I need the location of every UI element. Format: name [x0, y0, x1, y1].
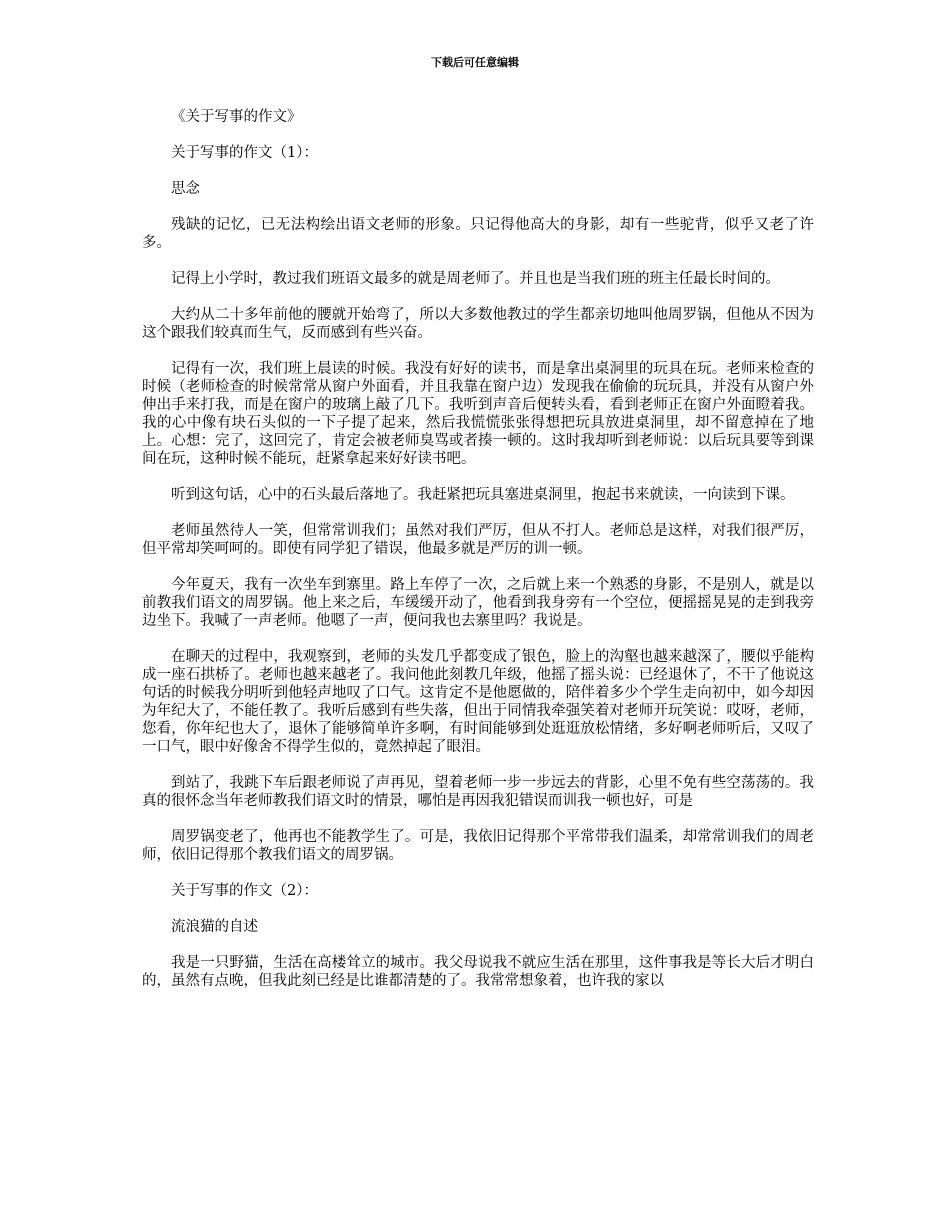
paragraph: 记得上小学时，教过我们班语文最多的就是周老师了。并且也是当我们班的班主任最长时间的。	[171, 271, 780, 287]
paragraph: 周罗锅变老了，他再也不能教学生了。可是，我依旧记得那个平常带我们温柔，却常常训我们的周老师，依旧记得那个教我们语文的周罗锅。	[142, 829, 814, 863]
paragraph: 残缺的记忆，已无法构绘出语文老师的形象。只记得他高大的身影，却有一些驼背，似乎又老了许多。	[142, 217, 814, 251]
essay-title-1: 思念	[171, 181, 200, 197]
section-heading-2: 关于写事的作文（2）：	[171, 883, 318, 899]
paragraph: 大约从二十多年前他的腰就开始弯了，所以大多数他教过的学生都亲切地叫他周罗锅，但他从不因为这个跟我们较真而生气，反而感到有些兴奋。	[142, 307, 814, 341]
paragraph: 老师虽然待人一笑，但常常训我们；虽然对我们严厉，但从不打人。老师总是这样，对我们很严厉，但平常却笑呵呵的。即使有同学犯了错误，他最多就是严厉的训一顿。	[142, 523, 814, 557]
doc-title: 《关于写事的作文》	[171, 109, 302, 125]
essay-title-2: 流浪猫的自述	[171, 919, 258, 935]
paragraph: 今年夏天，我有一次坐车到寨里。路上车停了一次，之后就上来一个熟悉的身影，不是别人，就是以前教我们语文的周罗锅。他上来之后，车缓缓开动了，他看到我身旁有一个空位，便摇摇晃晃的走到我旁边坐下。我喊了一声老师。他嗯了一声，便问我也去寨里吗？我说是。	[142, 577, 814, 629]
header-note: 下载后可任意编辑	[431, 56, 519, 69]
paragraph: 我是一只野猫，生活在高楼耸立的城市。我父母说我不就应生活在那里，这件事我是等长大后才明白的，虽然有点晚，但我此刻已经是比谁都清楚的了。我常常想象着，也许我的家以	[142, 955, 814, 989]
paragraph: 记得有一次，我们班上晨读的时候。我没有好好的读书，而是拿出桌洞里的玩具在玩。老师来检查的时候（老师检查的时候常常从窗户外面看，并且我靠在窗户边）发现我在偷偷的玩玩具，并没有从窗户外伸出手来打我，而是在窗户的玻璃上敲了几下。我听到声音后便转头看，看到老师正在窗户外面瞪着我。我的心中像有块石头似的一下子提了起来，然后我慌慌张张得想把玩具放进桌洞里，却不留意掉在了地上。心想：完了，这回完了，肯定会被老师臭骂或者揍一顿的。这时我却听到老师说：以后玩具要等到课间在玩，这种时候不能玩，赶紧拿起来好好读书吧。	[142, 361, 814, 467]
paragraph: 到站了，我跳下车后跟老师说了声再见，望着老师一步一步远去的背影，心里不免有些空荡荡的。我真的很怀念当年老师教我们语文时的情景，哪怕是再因我犯错误而训我一顿也好，可是	[142, 775, 814, 809]
section-heading-1: 关于写事的作文（1）：	[171, 145, 318, 161]
document-body	[142, 108, 814, 1008]
paragraph: 听到这句话，心中的石头最后落地了。我赶紧把玩具塞进桌洞里，抱起书来就读，一向读到下课。	[171, 487, 795, 503]
paragraph: 在聊天的过程中，我观察到，老师的头发几乎都变成了银色，脸上的沟壑也越来越深了，腰似乎能构成一座石拱桥了。老师也越来越老了。我问他此刻教几年级，他摇了摇头说：已经退休了，不干了他说这句话的时候我分明听到他轻声地叹了口气。这肯定不是他愿做的，陪伴着多少个学生走向初中，如今却因为年纪大了，不能任教了。我听后感到有些失落，但出于同情我牵强笑着对老师开玩笑说：哎呀，老师，您看，你年纪也大了，退休了能够简单许多啊，有时间能够到处逛逛放松情绪，多好啊老师听后，又叹了一口气，眼中好像舍不得学生似的，竟然掉起了眼泪。	[142, 649, 814, 755]
